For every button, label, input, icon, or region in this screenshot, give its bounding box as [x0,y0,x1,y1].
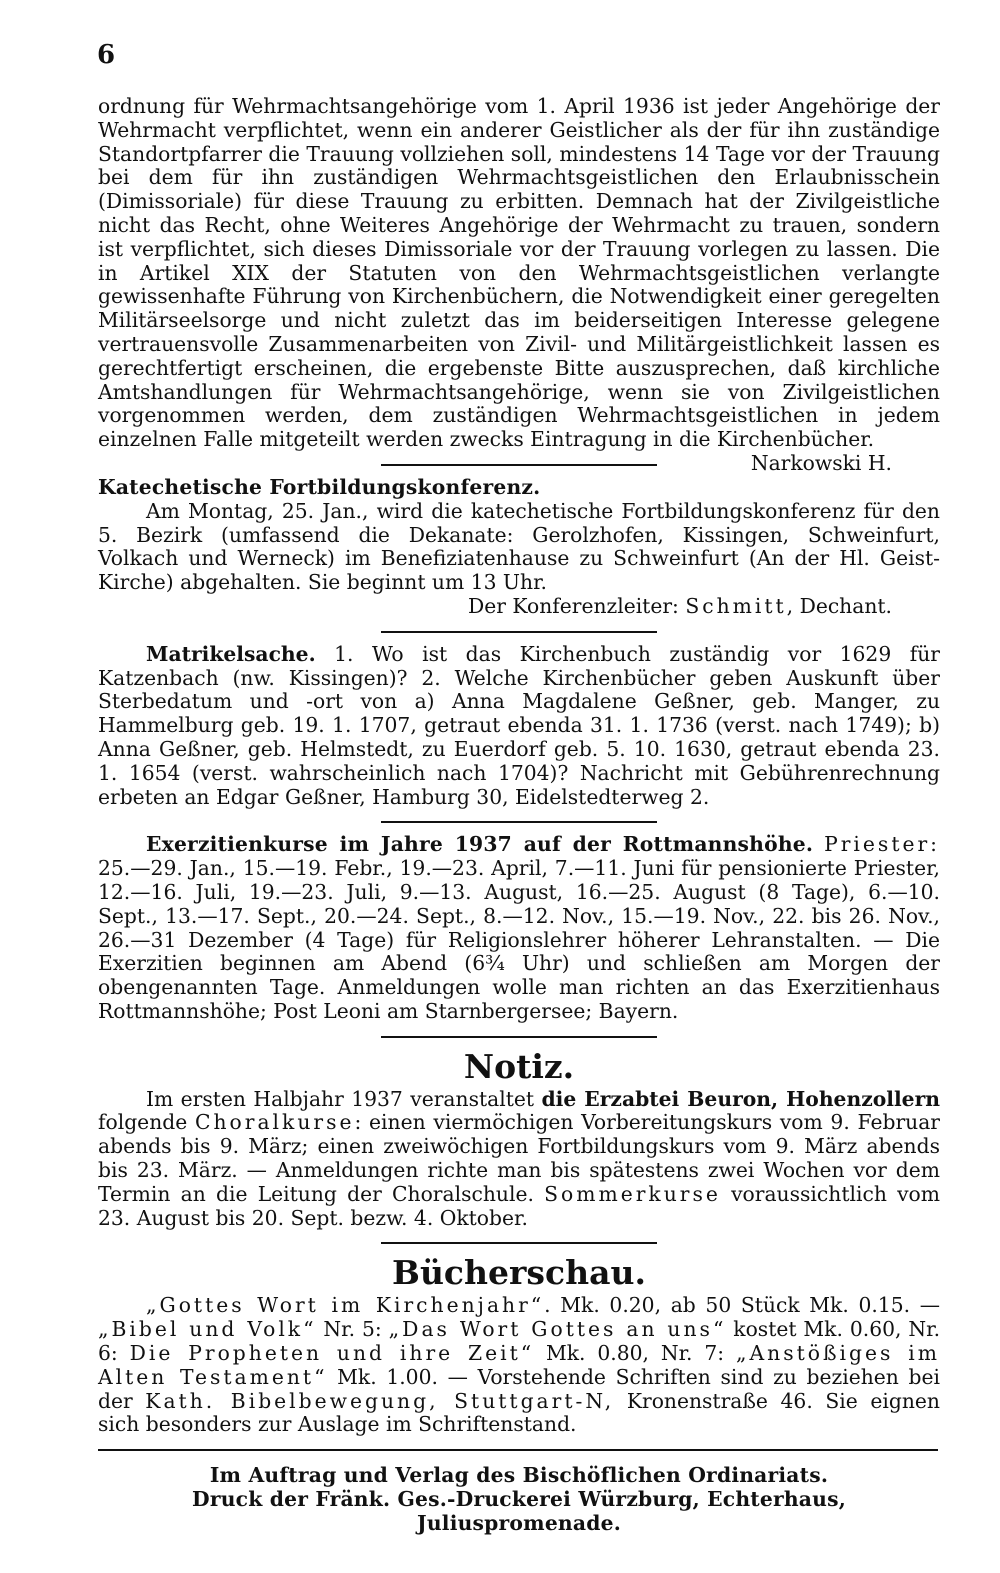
section-exerzitien [98,833,940,1023]
section-divider [381,1036,657,1038]
paragraph-wehrmacht-text: ordnung für Wehrmachtsangehörige vom 1. April 1936 ist jeder Angehörige der Wehrmacht verpflichtet, wenn ein anderer Geistlicher als der für ihn zuständige Standortpfarrer die Trauung vollziehen soll, mindestens 14 Tage vor der Trauung bei dem für ihn zuständigen Wehrmachtsgeistlichen den Erlaubnisschein (Dimissoriale) für diese Trauung zu erbitten. Demnach hat der Zivilgeistliche nicht das Recht, ohne Weiteres Angehörige der Wehrmacht zu trauen, sondern ist verpflichtet, sich dieses Dimissoriale vor der Trauung vorlegen zu lassen. Die in Artikel XIX der Statuten von den Wehrmachtsgeistlichen verlangte gewissenhafte Führung von Kirchenbüchern, die Notwendigkeit einer geregelten Militärseelsorge und nicht zuletzt das im beiderseitigen Interesse gelegene vertrauensvolle Zusammenarbeiten von Zivil- und Militärgeistlichkeit lassen es gerechtfertigt erscheinen, die ergebenste Bitte auszusprechen, daß kirchliche Amtshandlungen für Wehrmachtsangehörige, wenn sie von Zivilgeistlichen vorgenommen werden, dem zuständigen Wehrmachtsgeistlichen in jedem einzelnen Falle mitgeteilt werden zwecks Eintragung in die Kirchenbücher. [98,94,940,452]
section-katechetische [98,476,940,500]
section-divider [381,1242,657,1244]
notiz-spaced1: Choralkurse [194,1110,355,1135]
book-text-3: kostet Mk. 0.60, Nr. 6: [98,1317,941,1366]
book-title-1: „Gottes Wort im Kirchenjahr“ [146,1293,545,1318]
section-katechetische-text: Am Montag, 25. Jan., wird die katechetische Fortbildungskonferenz für den 5. Bezirk (umfassend die Dekanate: Gerolzhofen, Kissingen, Schweinfurt, Volkach und Werneck) im Benefiziatenhause zu Schweinfurt (An der Hl. Geist-Kirche) abgehalten. Sie beginnt um 13 Uhr. [98,498,940,595]
publisher-address: Kronenstraße 46. Sie eignen sich besonders zur Auslage im Schriftenstand. [98,1388,940,1437]
book-title-4: Die Propheten und ihre Zeit“ [129,1341,535,1366]
section-matrikel [98,643,940,810]
book-title-3: „Das Wort Gottes an uns“ [388,1317,727,1342]
section-matrikel-text: 1. Wo ist das Kirchenbuch zuständig vor 1629 für Katzenbach (nw. Kissingen)? 2. Welche Kirchenbücher geben Auskunft über Sterbedatum und -ort von a) Anna Magdalene Geßner, geb. Manger, zu Hammelburg geb. 19. 1. 1707, getraut ebenda 31. 1. 1736 (verst. nach 1749); b) Anna Geßner, geb. Helmstedt, zu Euerdorf geb. 5. 10. 1630, getraut ebenda 23. 1. 1654 (verst. wahrscheinlich nach 1704)? Nachricht mit Gebührenrechnung erbeten an Edgar Geßner, Hamburg 30, Eidelstedterweg 2. [98,641,940,809]
conference-leader-label: Der Konferenzleiter: [467,593,679,618]
book-text-2: Nr. 5: [323,1317,382,1342]
notiz-bold: die Erzabtei Beuron, Hohenzollern [541,1086,940,1111]
book-text-5: Mk. 1.00. — Vorstehende Schriften sind zu beziehen bei der [98,1364,940,1413]
footer [98,1463,940,1535]
page-number: 6 [97,40,116,70]
book-title-2: „Bibel und Volk“ [98,1317,317,1342]
notiz-spaced2: Sommerkurse [544,1181,721,1206]
section-divider [381,821,657,823]
section-title-exerzitien: Exerzitienkurse im Jahre 1937 auf der Rottmannshöhe. [146,832,814,857]
section-title-matrikel: Matrikelsache. [146,641,316,666]
section-divider [381,631,657,633]
notiz-prefix: Im ersten Halbjahr 1937 veranstaltet [146,1086,535,1111]
notiz-mid1: folgende [98,1110,188,1135]
section-exerzitien-text: 25.—29. Jan., 15.—19. Febr., 19.—23. April, 7.—11. Juni für pensionierte Priester, 12.—16. Juli, 19.—23. Juli, 9.—13. August, 16.—25. August (8 Tage), 6.—10. Sept., 13.—17. Sept., 20.—24. Sept., 8.—12. Nov., 15.—19. Nov., 22. bis 26. Nov., 26.—31 Dezember (4 Tage) für Religionslehrer höherer Lehranstalten. — Die Exerzitien beginnen am Abend (6¾ Uhr) und schließen am Morgen der obengenannten Tage. Anmeldungen wolle man richten an das Exerzitienhaus Rottmannshöhe; Post Leoni am Starnbergersee; Bayern. [98,856,940,1023]
conference-leader-title: , Dechant. [786,593,892,618]
section-notiz [98,1088,940,1231]
section-buecherschau [98,1294,940,1437]
section-divider [381,464,657,466]
book-text-1: . Mk. 0.20, ab 50 Stück Mk. 0.15. — [544,1293,940,1318]
conference-leader-name: Schmitt [685,593,787,618]
footer-divider [98,1449,938,1451]
heading-buecherschau: Bücherschau. [392,1253,646,1293]
conference-leader [98,595,892,619]
book-title-5: „Anstößiges im Alten Testament“ [98,1341,940,1389]
section-katechetische-body [98,500,940,595]
publisher-name: Kath. Bibelbewegung, Stuttgart-N, [145,1388,615,1413]
section-exerzitien-label: Priester: [824,832,940,857]
footer-line-1: Im Auftrag und Verlag des Bischöflichen Ordinariats. [209,1463,829,1488]
book-text-4: Mk. 0.80, Nr. 7: [546,1341,725,1366]
page-content [98,95,940,1535]
notiz-mid2: : einen viermöchigen Vorbereitungskurs vom 9. Februar abends bis 9. März; einen zweiwöchigen Fortbildungskurs vom 9. März abends bis 23. März. — Anmeldungen richte man bis spätestens zwei Wochen vor dem Termin an die Leitung der Choralschule. [98,1110,940,1206]
notiz-suffix: voraussichtlich vom 23. August bis 20. Sept. bezw. 4. Oktober. [98,1181,940,1230]
paragraph-wehrmacht [98,94,940,475]
section-title-katechetische: Katechetische Fortbildungskonferenz. [98,474,541,499]
footer-line-2: Druck der Fränk. Ges.-Druckerei Würzburg, Echterhaus, Juliuspromenade. [192,1487,846,1536]
heading-notiz: Notiz. [463,1046,575,1086]
signature-right: Narkowski H. [750,450,892,475]
